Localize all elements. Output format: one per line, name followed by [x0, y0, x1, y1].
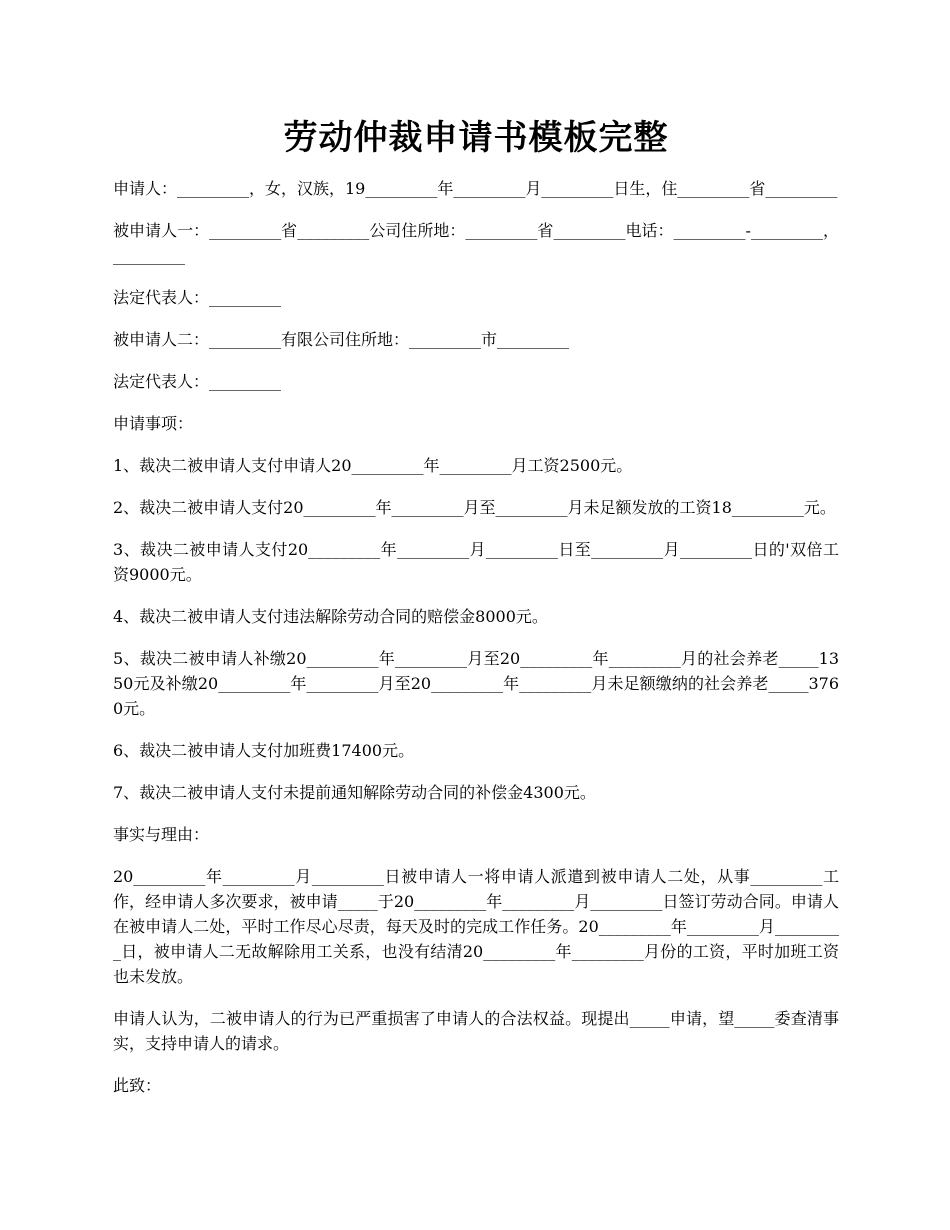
respondent-two-info: 被申请人二：_________有限公司住所地：_________市_________	[113, 330, 570, 349]
claim-item-5: 5、裁决二被申请人补缴20_________年_________月至20_________年_________月的社会养老_____1350元及补缴20_________年_________月至20_________年_________月未足额缴纳的社会养老_____3760元。	[113, 649, 839, 718]
claims-heading: 申请事项：	[113, 414, 194, 433]
conclusion-paragraph: 申请人认为，二被申请人的行为已严重损害了申请人的合法权益。现提出_____申请，望_____委查清事实，支持申请人的请求。	[113, 1009, 839, 1053]
closing-salutation: 此致：	[113, 1076, 162, 1095]
facts-heading: 事实与理由：	[113, 825, 210, 844]
applicant-info: 申请人：_________，女，汉族，19_________年_________月_________日生，住_________省_________	[113, 179, 838, 198]
claim-item-4: 4、裁决二被申请人支付违法解除劳动合同的赔偿金8000元。	[113, 607, 548, 626]
claim-item-6: 6、裁决二被申请人支付加班费17400元。	[113, 741, 415, 760]
claim-item-3: 3、裁决二被申请人支付20_________年_________月_________日至_________月_________日的'双倍工资9000元。	[113, 540, 839, 584]
respondent-one-info: 被申请人一：_________省_________公司住所地：_________省_________电话：_________-_________，_________	[113, 221, 839, 265]
document-title: 劳动仲裁申请书模板完整	[283, 118, 669, 158]
claim-item-7: 7、裁决二被申请人支付未提前通知解除劳动合同的补偿金4300元。	[113, 783, 596, 802]
legal-representative-two: 法定代表人：_________	[113, 372, 282, 391]
facts-body: 20_________年_________月_________日被申请人一将申请人派遣到被申请人二处，从事_________工作，经申请人多次要求，被申请_____于20_________年_________月_________日签订劳动合同。申请人在被申请人二处，平时工作尽心尽责，每天及时的完成工作任务。20_________年_________月_________日，被申请人二无故解除用工关系，也没有结清20_________年_________月份的工资，平时加班工资也未发放。	[113, 867, 839, 986]
claim-item-2: 2、裁决二被申请人支付20_________年_________月至_________月未足额发放的工资18_________元。	[113, 498, 836, 517]
legal-representative-one: 法定代表人：_________	[113, 288, 282, 307]
document-page	[113, 112, 839, 1115]
claim-item-1: 1、裁决二被申请人支付申请人20_________年_________月工资2500元。	[113, 456, 633, 475]
